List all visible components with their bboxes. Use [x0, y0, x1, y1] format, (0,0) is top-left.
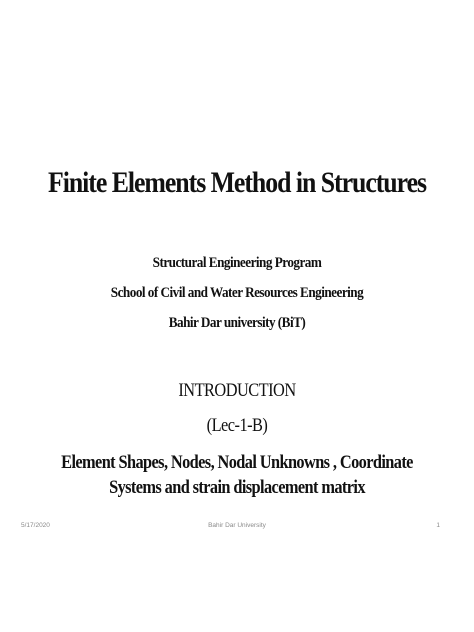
school-name: School of Civil and Water Resources Engineering [110, 285, 364, 301]
lecture-code: (Lec-1-B) [206, 415, 268, 436]
university-name: Bahir Dar university (BiT) [168, 315, 306, 331]
section-heading: INTRODUCTION [178, 380, 296, 401]
footer-institution: Bahir Dar University [208, 522, 266, 529]
slide-title: Finite Elements Method in Structures [47, 166, 426, 199]
topic-line: Systems and strain displacement matrix [109, 477, 365, 498]
program-name: Structural Engineering Program [152, 255, 322, 271]
page-number: 1 [436, 522, 440, 529]
footer-date: 5/17/2020 [21, 522, 50, 529]
topic-line: Element Shapes, Nodes, Nodal Unknowns , Coordinate [61, 452, 413, 473]
